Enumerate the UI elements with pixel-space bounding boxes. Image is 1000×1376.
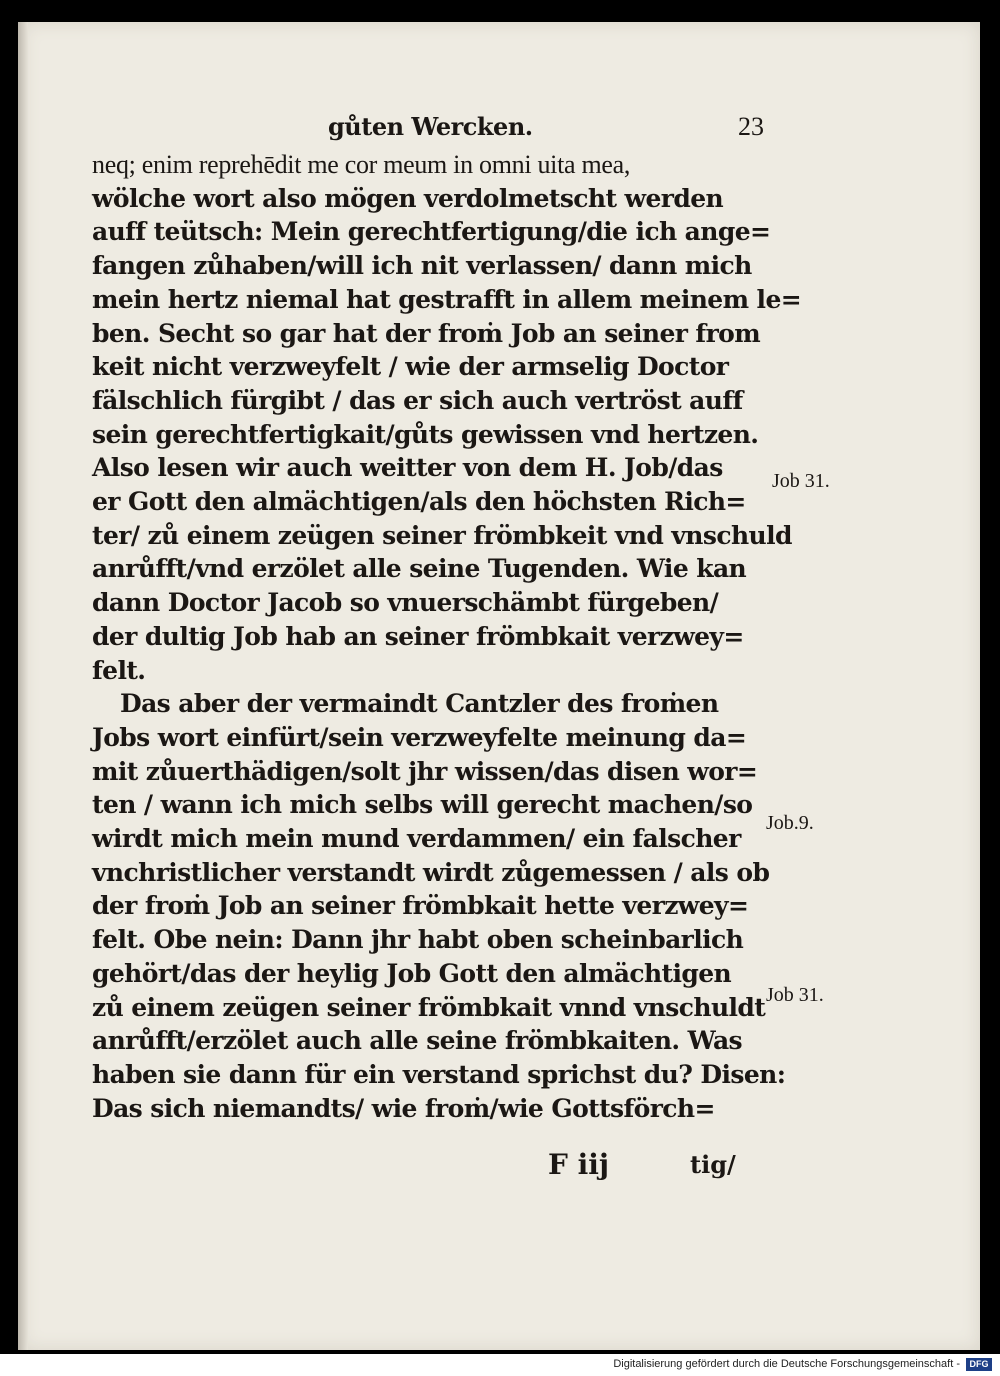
text-line: ben. Secht so gar hat der froṁ Job an seiner from (92, 318, 761, 348)
text-line: anrůfft/erzölet auch alle seine frömbkaiten. Was (92, 1026, 743, 1056)
footer-credit: Digitalisierung gefördert durch die Deutsche Forschungsgemeinschaft - (613, 1358, 960, 1370)
text-line: der froṁ Job an seiner frömbkait hette verzwey= (92, 891, 749, 921)
margin-note: Job.9. (766, 812, 814, 834)
page-number: 23 (738, 112, 764, 141)
text-line: Jobs wort einfürt/sein verzweyfelte meinung da= (92, 722, 747, 752)
text-line: wirdt mich mein mund verdammen/ ein falscher (92, 824, 741, 854)
text-line: Also lesen wir auch weitter von dem H. Job/das (92, 453, 723, 483)
text-line: Das sich niemandts/ wie froṁ/wie Gottsförch= (92, 1093, 715, 1123)
text-line: der dultig Job hab an seiner frömbkait verzwey= (92, 621, 744, 651)
signature-mark: F iij (548, 1148, 610, 1181)
text-line: Das aber der vermaindt Cantzler des froṁen (120, 689, 719, 719)
text-line: gehört/das der heylig Job Gott den almächtigen (92, 958, 732, 988)
text-line: keit nicht verzweyfelt / wie der armselig Doctor (92, 352, 729, 382)
text-line: zů einem zeügen seiner frömbkait vnnd vnschuldt (92, 992, 766, 1022)
text-line: vnchristlicher verstandt wirdt zůgemessen / als ob (92, 857, 770, 887)
text-line: fälschlich fürgibt / das er sich auch vertröst auff (92, 385, 743, 415)
text-line: anrůfft/vnd erzölet alle seine Tugenden. Wie kan (92, 554, 747, 584)
text-line: neq; enim reprehēdit me cor meum in omni uita mea, (92, 150, 631, 179)
page-binding-edge (18, 22, 28, 1350)
text-line: ten / wann ich mich selbs will gerecht machen/so (92, 790, 753, 820)
footer-bar (0, 1354, 1000, 1376)
running-header: gůten Wercken. (328, 112, 533, 141)
text-line: haben sie dann für ein verstand sprichst du? Disen: (92, 1059, 786, 1089)
text-line: dann Doctor Jacob so vnuerschämbt fürgeben/ (92, 588, 719, 618)
text-line: felt. (92, 655, 146, 685)
text-line: mit zůuerthädigen/solt jhr wissen/das disen wor= (92, 756, 758, 786)
text-line: sein gerechtfertigkait/gůts gewissen vnd hertzen. (92, 419, 759, 449)
text-line: wölche wort also mögen verdolmetscht werden (92, 183, 724, 213)
catchword: tig/ (690, 1150, 736, 1179)
text-line: mein hertz niemal hat gestrafft in allem meinem le= (92, 284, 802, 314)
text-line: er Gott den almächtigen/als den höchsten Rich= (92, 487, 746, 517)
text-line: felt. Obe nein: Dann jhr habt oben scheinbarlich (92, 925, 744, 955)
text-line: ter/ zů einem zeügen seiner frömbkeit vnd vnschuld (92, 520, 792, 550)
margin-note: Job 31. (766, 984, 824, 1006)
text-line: fangen zůhaben/will ich nit verlassen/ dann mich (92, 251, 752, 281)
dfg-logo-icon: DFG (966, 1358, 992, 1371)
text-line: auff teütsch: Mein gerechtfertigung/die ich ange= (92, 217, 771, 247)
margin-note: Job 31. (772, 470, 830, 492)
